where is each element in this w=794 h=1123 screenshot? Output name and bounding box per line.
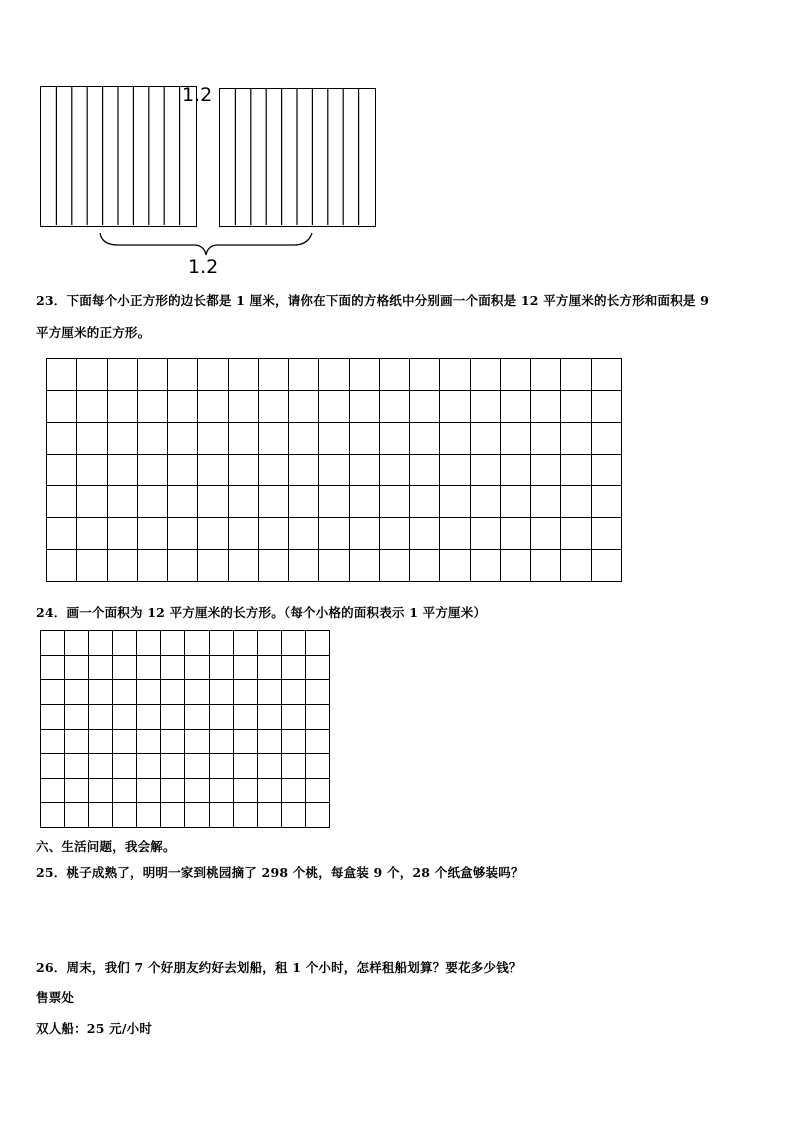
grid-cell[interactable] xyxy=(258,518,288,550)
grid-cell[interactable] xyxy=(65,754,89,779)
grid-cell[interactable] xyxy=(113,729,137,754)
grid-cell[interactable] xyxy=(257,729,281,754)
grid-cell[interactable] xyxy=(137,754,161,779)
grid-cell[interactable] xyxy=(379,550,409,582)
grid-cell[interactable] xyxy=(228,359,258,391)
grid-cell[interactable] xyxy=(228,454,258,486)
grid-cell[interactable] xyxy=(379,454,409,486)
grid-cell[interactable] xyxy=(440,518,470,550)
grid-cell[interactable] xyxy=(289,454,319,486)
grid-cell[interactable] xyxy=(561,550,591,582)
grid-cell[interactable] xyxy=(289,518,319,550)
grid-cell[interactable] xyxy=(137,454,167,486)
grid-cell[interactable] xyxy=(531,486,561,518)
grid-cell[interactable] xyxy=(258,486,288,518)
grid-cell[interactable] xyxy=(281,729,305,754)
grid-cell[interactable] xyxy=(257,655,281,680)
grid-cell[interactable] xyxy=(440,422,470,454)
grid-cell[interactable] xyxy=(137,359,167,391)
grid-cell[interactable] xyxy=(470,422,500,454)
grid-cell[interactable] xyxy=(107,359,137,391)
grid-cell[interactable] xyxy=(209,754,233,779)
grid-cell[interactable] xyxy=(47,454,77,486)
grid-cell[interactable] xyxy=(65,778,89,803)
grid-cell[interactable] xyxy=(113,680,137,705)
grid-cell[interactable] xyxy=(89,729,113,754)
grid-row xyxy=(47,359,622,391)
grid-cell[interactable] xyxy=(258,390,288,422)
grid-cell[interactable] xyxy=(281,704,305,729)
grid-cell[interactable] xyxy=(185,631,209,656)
grid-cell[interactable] xyxy=(561,359,591,391)
left-strip-lines xyxy=(41,87,195,225)
grid-cell[interactable] xyxy=(198,454,228,486)
grid-cell[interactable] xyxy=(319,390,349,422)
grid-cell[interactable] xyxy=(168,454,198,486)
grid-row xyxy=(47,422,622,454)
grid-cell[interactable] xyxy=(107,390,137,422)
grid-cell[interactable] xyxy=(281,655,305,680)
grid-cell[interactable] xyxy=(305,778,329,803)
grid-cell[interactable] xyxy=(470,390,500,422)
brace-label: 1.2 xyxy=(188,256,219,278)
q23-text-line1: 23．下面每个小正方形的边长都是 1 厘米，请你在下面的方格纸中分别画一个面积是 12 平方厘米的长方形和面积是 9 xyxy=(36,293,710,308)
grid-cell[interactable] xyxy=(161,729,185,754)
grid-cell[interactable] xyxy=(281,631,305,656)
grid-cell[interactable] xyxy=(113,704,137,729)
grid-cell[interactable] xyxy=(137,655,161,680)
grid-cell[interactable] xyxy=(137,631,161,656)
grid-cell[interactable] xyxy=(65,729,89,754)
grid-cell[interactable] xyxy=(531,422,561,454)
grid-cell[interactable] xyxy=(289,359,319,391)
grid-cell[interactable] xyxy=(198,550,228,582)
grid-cell[interactable] xyxy=(185,680,209,705)
grid-cell[interactable] xyxy=(500,518,530,550)
grid-cell[interactable] xyxy=(591,422,622,454)
grid-cell[interactable] xyxy=(410,454,440,486)
section6-title: 六、生活问题，我会解。 xyxy=(36,839,176,854)
grid-cell[interactable] xyxy=(41,704,65,729)
grid-cell[interactable] xyxy=(379,518,409,550)
grid-cell[interactable] xyxy=(258,550,288,582)
grid-row xyxy=(41,778,330,803)
grid-cell[interactable] xyxy=(531,359,561,391)
grid-cell[interactable] xyxy=(228,550,258,582)
grid-row xyxy=(41,631,330,656)
grid-cell[interactable] xyxy=(410,550,440,582)
grid-cell[interactable] xyxy=(89,655,113,680)
grid-row xyxy=(41,729,330,754)
boat-price: 双人船：25 元/小时 xyxy=(36,1021,153,1036)
grid-cell[interactable] xyxy=(591,486,622,518)
grid-cell[interactable] xyxy=(281,778,305,803)
grid-cell[interactable] xyxy=(281,680,305,705)
grid-cell[interactable] xyxy=(500,550,530,582)
curly-brace-icon xyxy=(98,231,318,257)
grid-cell[interactable] xyxy=(198,422,228,454)
grid-cell[interactable] xyxy=(47,486,77,518)
grid-cell[interactable] xyxy=(41,778,65,803)
grid-cell[interactable] xyxy=(41,655,65,680)
grid-cell[interactable] xyxy=(168,390,198,422)
grid-cell[interactable] xyxy=(137,704,161,729)
grid-cell[interactable] xyxy=(47,422,77,454)
grid-cell[interactable] xyxy=(500,486,530,518)
grid-cell[interactable] xyxy=(168,550,198,582)
grid-cell[interactable] xyxy=(168,422,198,454)
grid-cell[interactable] xyxy=(168,486,198,518)
grid-cell[interactable] xyxy=(41,729,65,754)
grid-cell[interactable] xyxy=(77,550,107,582)
grid-cell[interactable] xyxy=(440,359,470,391)
grid-cell[interactable] xyxy=(47,550,77,582)
grid-cell[interactable] xyxy=(209,680,233,705)
grid-cell[interactable] xyxy=(349,550,379,582)
grid-cell[interactable] xyxy=(107,486,137,518)
grid-cell[interactable] xyxy=(161,631,185,656)
grid-cell[interactable] xyxy=(257,631,281,656)
grid-cell[interactable] xyxy=(591,359,622,391)
grid-cell[interactable] xyxy=(379,390,409,422)
grid-cell[interactable] xyxy=(233,704,257,729)
grid-cell[interactable] xyxy=(89,704,113,729)
grid-cell[interactable] xyxy=(233,754,257,779)
grid-cell[interactable] xyxy=(257,754,281,779)
grid-cell[interactable] xyxy=(113,778,137,803)
grid-cell[interactable] xyxy=(65,803,89,828)
grid-cell[interactable] xyxy=(198,518,228,550)
grid-cell[interactable] xyxy=(228,422,258,454)
grid-cell[interactable] xyxy=(233,631,257,656)
grid-cell[interactable] xyxy=(161,803,185,828)
right-box-label: 1.2 xyxy=(182,84,213,106)
grid-cell[interactable] xyxy=(89,803,113,828)
q24-grid-paper[interactable] xyxy=(40,630,330,828)
grid-cell[interactable] xyxy=(379,422,409,454)
grid-cell[interactable] xyxy=(257,803,281,828)
grid-cell[interactable] xyxy=(65,704,89,729)
grid-cell[interactable] xyxy=(470,550,500,582)
grid-cell[interactable] xyxy=(89,680,113,705)
grid-cell[interactable] xyxy=(257,778,281,803)
grid-cell[interactable] xyxy=(185,778,209,803)
grid-cell[interactable] xyxy=(137,729,161,754)
grid-cell[interactable] xyxy=(198,359,228,391)
grid-cell[interactable] xyxy=(531,390,561,422)
grid-cell[interactable] xyxy=(258,454,288,486)
grid-cell[interactable] xyxy=(257,704,281,729)
q23-text-line2: 平方厘米的正方形。 xyxy=(36,325,151,340)
grid-cell[interactable] xyxy=(77,359,107,391)
grid-row xyxy=(47,390,622,422)
grid-cell[interactable] xyxy=(47,518,77,550)
grid-cell[interactable] xyxy=(89,754,113,779)
grid-cell[interactable] xyxy=(161,655,185,680)
grid-cell[interactable] xyxy=(47,390,77,422)
grid-cell[interactable] xyxy=(470,359,500,391)
grid-cell[interactable] xyxy=(137,422,167,454)
grid-cell[interactable] xyxy=(137,518,167,550)
grid-cell[interactable] xyxy=(591,454,622,486)
grid-cell[interactable] xyxy=(305,704,329,729)
grid-cell[interactable] xyxy=(185,704,209,729)
grid-cell[interactable] xyxy=(233,729,257,754)
grid-row xyxy=(41,655,330,680)
grid-cell[interactable] xyxy=(561,422,591,454)
grid-cell[interactable] xyxy=(65,631,89,656)
q24-text: 24．画一个面积为 12 平方厘米的长方形。（每个小格的面积表示 1 平方厘米） xyxy=(36,605,487,620)
grid-cell[interactable] xyxy=(41,631,65,656)
grid-cell[interactable] xyxy=(137,486,167,518)
grid-cell[interactable] xyxy=(319,422,349,454)
grid-cell[interactable] xyxy=(47,359,77,391)
grid-cell[interactable] xyxy=(289,422,319,454)
grid-cell[interactable] xyxy=(410,359,440,391)
grid-cell[interactable] xyxy=(410,422,440,454)
grid-cell[interactable] xyxy=(591,518,622,550)
grid-cell[interactable] xyxy=(531,454,561,486)
grid-cell[interactable] xyxy=(41,754,65,779)
grid-cell[interactable] xyxy=(319,550,349,582)
grid-cell[interactable] xyxy=(281,803,305,828)
grid-cell[interactable] xyxy=(77,486,107,518)
grid-cell[interactable] xyxy=(233,803,257,828)
grid-cell[interactable] xyxy=(137,803,161,828)
grid-cell[interactable] xyxy=(137,550,167,582)
grid-cell[interactable] xyxy=(305,680,329,705)
grid-cell[interactable] xyxy=(185,803,209,828)
grid-cell[interactable] xyxy=(410,390,440,422)
grid-cell[interactable] xyxy=(305,631,329,656)
grid-cell[interactable] xyxy=(113,754,137,779)
grid-cell[interactable] xyxy=(305,803,329,828)
grid-cell[interactable] xyxy=(161,778,185,803)
ticket-office-label: 售票处 xyxy=(36,990,75,1005)
grid-cell[interactable] xyxy=(168,359,198,391)
grid-cell[interactable] xyxy=(107,550,137,582)
grid-cell[interactable] xyxy=(500,359,530,391)
grid-cell[interactable] xyxy=(258,422,288,454)
grid-cell[interactable] xyxy=(289,550,319,582)
grid-cell[interactable] xyxy=(233,778,257,803)
grid-cell[interactable] xyxy=(470,486,500,518)
grid-cell[interactable] xyxy=(561,454,591,486)
right-strip-lines xyxy=(220,89,374,225)
q23-grid-paper[interactable] xyxy=(46,358,622,582)
grid-cell[interactable] xyxy=(233,680,257,705)
grid-cell[interactable] xyxy=(65,680,89,705)
grid-cell[interactable] xyxy=(41,803,65,828)
grid-cell[interactable] xyxy=(305,754,329,779)
grid-cell[interactable] xyxy=(289,390,319,422)
grid-cell[interactable] xyxy=(500,422,530,454)
grid-cell[interactable] xyxy=(185,754,209,779)
grid-cell[interactable] xyxy=(470,454,500,486)
grid-cell[interactable] xyxy=(319,518,349,550)
grid-cell[interactable] xyxy=(209,778,233,803)
grid-cell[interactable] xyxy=(305,729,329,754)
grid-cell[interactable] xyxy=(137,778,161,803)
grid-cell[interactable] xyxy=(228,390,258,422)
grid-cell[interactable] xyxy=(531,550,561,582)
grid-cell[interactable] xyxy=(319,486,349,518)
grid-cell[interactable] xyxy=(440,550,470,582)
grid-cell[interactable] xyxy=(440,390,470,422)
grid-cell[interactable] xyxy=(113,631,137,656)
grid-cell[interactable] xyxy=(77,454,107,486)
grid-cell[interactable] xyxy=(349,454,379,486)
grid-cell[interactable] xyxy=(591,390,622,422)
grid-cell[interactable] xyxy=(77,390,107,422)
grid-cell[interactable] xyxy=(77,518,107,550)
grid-cell[interactable] xyxy=(349,390,379,422)
grid-cell[interactable] xyxy=(65,655,89,680)
grid-cell[interactable] xyxy=(228,518,258,550)
grid-cell[interactable] xyxy=(410,486,440,518)
grid-row xyxy=(47,454,622,486)
grid-cell[interactable] xyxy=(470,518,500,550)
grid-cell[interactable] xyxy=(319,359,349,391)
grid-cell[interactable] xyxy=(500,454,530,486)
grid-cell[interactable] xyxy=(561,390,591,422)
grid-row xyxy=(47,518,622,550)
right-strip-box xyxy=(219,88,376,227)
grid-cell[interactable] xyxy=(209,631,233,656)
q26-text: 26．周末，我们 7 个好朋友约好去划船，租 1 个小时，怎样租船划算？要花多少钱？ xyxy=(36,960,522,975)
grid-cell[interactable] xyxy=(137,680,161,705)
grid-cell[interactable] xyxy=(209,704,233,729)
left-strip-box xyxy=(40,86,197,227)
grid-cell[interactable] xyxy=(77,422,107,454)
grid-cell[interactable] xyxy=(349,486,379,518)
grid-cell[interactable] xyxy=(89,631,113,656)
grid-cell[interactable] xyxy=(379,359,409,391)
grid-cell[interactable] xyxy=(107,422,137,454)
grid-cell[interactable] xyxy=(89,778,113,803)
grid-cell[interactable] xyxy=(209,655,233,680)
grid-cell[interactable] xyxy=(591,550,622,582)
grid-cell[interactable] xyxy=(410,518,440,550)
grid-cell[interactable] xyxy=(107,518,137,550)
grid-cell[interactable] xyxy=(185,655,209,680)
grid-cell[interactable] xyxy=(561,486,591,518)
grid-cell[interactable] xyxy=(209,729,233,754)
grid-cell[interactable] xyxy=(289,486,319,518)
grid-cell[interactable] xyxy=(168,518,198,550)
grid-cell[interactable] xyxy=(349,359,379,391)
grid-cell[interactable] xyxy=(41,680,65,705)
q25-text: 25．桃子成熟了，明明一家到桃园摘了 298 个桃，每盒装 9 个，28 个纸盒够装吗？ xyxy=(36,865,524,880)
grid-cell[interactable] xyxy=(137,390,167,422)
grid-cell[interactable] xyxy=(531,518,561,550)
grid-cell[interactable] xyxy=(440,454,470,486)
grid-cell[interactable] xyxy=(161,754,185,779)
grid-cell[interactable] xyxy=(113,803,137,828)
grid-cell[interactable] xyxy=(319,454,349,486)
grid-cell[interactable] xyxy=(161,704,185,729)
grid-row xyxy=(41,680,330,705)
grid-cell[interactable] xyxy=(185,729,209,754)
grid-cell[interactable] xyxy=(107,454,137,486)
grid-cell[interactable] xyxy=(257,680,281,705)
grid-cell[interactable] xyxy=(281,754,305,779)
grid-cell[interactable] xyxy=(233,655,257,680)
grid-cell[interactable] xyxy=(440,486,470,518)
grid-cell[interactable] xyxy=(113,655,137,680)
grid-cell[interactable] xyxy=(161,680,185,705)
grid-cell[interactable] xyxy=(198,486,228,518)
grid-cell[interactable] xyxy=(379,486,409,518)
grid-row xyxy=(41,704,330,729)
grid-cell[interactable] xyxy=(258,359,288,391)
grid-cell[interactable] xyxy=(198,390,228,422)
grid-row xyxy=(41,803,330,828)
grid-row xyxy=(47,486,622,518)
grid-cell[interactable] xyxy=(349,518,379,550)
grid-cell[interactable] xyxy=(228,486,258,518)
grid-cell[interactable] xyxy=(305,655,329,680)
grid-row xyxy=(47,550,622,582)
grid-cell[interactable] xyxy=(500,390,530,422)
grid-row xyxy=(41,754,330,779)
grid-cell[interactable] xyxy=(561,518,591,550)
grid-cell[interactable] xyxy=(209,803,233,828)
grid-cell[interactable] xyxy=(349,422,379,454)
